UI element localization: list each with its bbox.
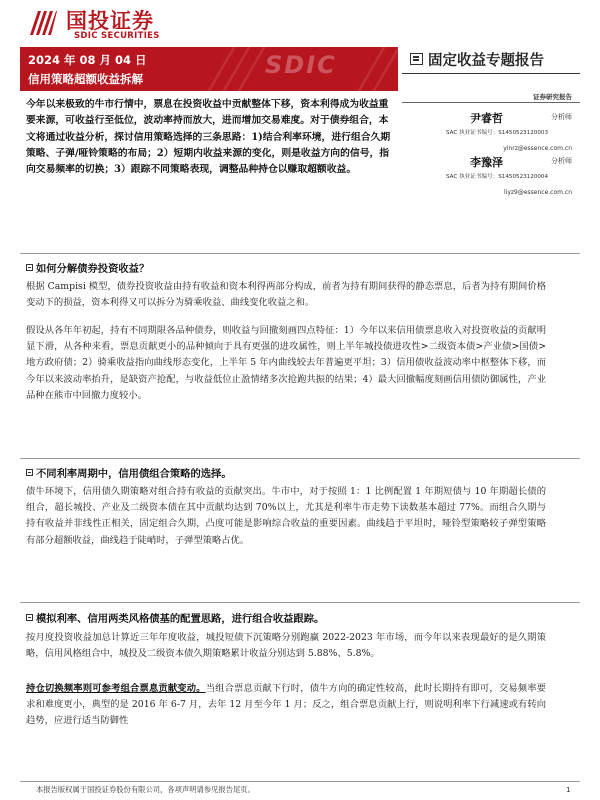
logo-mark-icon bbox=[28, 7, 58, 37]
section-divider bbox=[20, 602, 580, 603]
highlight-continuation: 当组合票息贡献下行时，债牛方向的确定性较高，此时长期持有即可，交易频率要求和难度更小，典型的是 2016 年 6-7 月，去年 12 月至今年 1 月；反之，组合票息贡献上行，则说明利率下行减速或有转向趋势，应进行适当防御性 bbox=[26, 683, 546, 727]
logo-text-en: SDIC SECURITIES bbox=[74, 31, 160, 41]
footer-disclaimer: 本报告版权属于国投证券股份有限公司，各项声明请参见报告尾页。 bbox=[36, 785, 255, 794]
section-bullet-icon bbox=[26, 614, 33, 621]
analyst-name: 李豫泽 bbox=[470, 156, 503, 169]
research-dept-label: 证券研究报告 bbox=[533, 93, 572, 101]
sidebar-top-rule bbox=[402, 73, 580, 74]
page-number: 1 bbox=[566, 785, 571, 794]
body-paragraph bbox=[26, 681, 546, 730]
body-paragraph: 假设从各年年初起，持有不同期限各品种债券，则收益与回撤刻画四点特征：1）今年以来信用债票息收入对投资收益的贡献明显下滑，从各种来看，票息贡献更小的品种倾向于具有更强的进攻属性，则上半年城投债进攻性>二级资本债>产业债>国债>地方政府债；2）骑乘收益指向曲线形态变化，上半年 5 年内曲线较去年普遍更平坦；3）信用债收益波动率中枢整体下移，而今年以来波动率抬升，是缺资产抢配，与收益低位止盈情绪多次抢跑共振的结果；4）最大回撤幅度刻画信用债防御属性，产业品种在熊市中回撤力度较小。 bbox=[26, 325, 546, 401]
analyst-cert: SAC 执业证书编号：S1450523120003 bbox=[446, 130, 549, 136]
company-logo bbox=[20, 4, 220, 44]
analyst-card bbox=[402, 154, 580, 210]
report-banner bbox=[20, 47, 398, 91]
report-date: 2024 年 08 月 04 日 bbox=[28, 53, 147, 67]
sidebar-rule bbox=[402, 102, 580, 103]
section-divider bbox=[20, 458, 580, 459]
report-abstract: 今年以来极致的牛市行情中，票息在投资收益中贡献整体下移，资本利得成为收益重要来源，可收益行至低位，波动率持而放大，进而增加交易难度。对于债券组合，本文将通过收益分析，探讨信用策略选择的三条思路：1)结合利率环境，进行组合久期策略、子弹/哑铃策略的布局；2）短期内收益来源的变化，则是收益方向的信号，指向交易频率的切换；3）跟踪不同策略表现，调整品种持仓以赚取超额收益。 bbox=[26, 99, 391, 176]
report-type-icon bbox=[410, 53, 423, 65]
section-heading: 如何分解债券投资收益？ bbox=[26, 260, 149, 275]
section-heading: 模拟利率、信用两类风格债基的配置思路，进行组合收益跟踪。 bbox=[26, 610, 324, 625]
report-type-header bbox=[402, 47, 580, 72]
report-title: 信用策略超额收益拆解 bbox=[28, 72, 143, 86]
section-divider bbox=[20, 253, 580, 254]
highlighted-lead: 持仓切换频率则可参考组合票息贡献变动。 bbox=[26, 683, 206, 694]
section-heading: 不同利率周期中，信用债组合策略的选择。 bbox=[26, 465, 232, 480]
logo-text-cn: 国投证券 bbox=[66, 9, 154, 33]
analyst-role: 分析师 bbox=[551, 113, 572, 121]
section-bullet-icon bbox=[26, 264, 33, 271]
analyst-name: 尹睿哲 bbox=[470, 112, 503, 125]
body-paragraph: 按月度投资收益加总计算近三年年度收益，城投短债下沉策略分别跑赢 2022-2023 年市场，而今年以来表现最好的是久期策略，信用风格组合中，城投及二级资本债久期策略累计收益分别达到 5.88%、5.8%。 bbox=[26, 632, 546, 660]
footer-rule bbox=[20, 781, 580, 782]
analyst-email[interactable]: yinrz@essence.com.cn bbox=[503, 145, 572, 152]
analyst-role: 分析师 bbox=[551, 157, 572, 165]
analyst-email[interactable]: liyz9@essence.com.cn bbox=[503, 189, 572, 196]
analyst-cert: SAC 执业证书编号：S1450523120004 bbox=[446, 174, 549, 180]
body-paragraph: 债牛环境下，信用债久期策略对组合持有收益的贡献突出。牛市中，对于按照 1：1 比例配置 1 年期短债与 10 年期超长债的组合，超长城投、产业及二级资本债在其中贡献均达到 70%以上，尤其是利率牛市走势下读数基本超过 77%。而组合久期与持有收益并非线性正相关，固定组合久期，凸度可能是影响综合收益的重要因素。曲线趋于平坦时，哑铃型策略较子弹型策略有部分超额收益，曲线趋于陡峭时，子弹型策略占优。 bbox=[26, 486, 546, 546]
section-bullet-icon bbox=[26, 469, 33, 476]
body-paragraph: 根据 Campisi 模型，债券投资收益由持有收益和资本利得两部分构成，前者为持有期间获得的静态票息，后者为持有期间价格变动下的损益，资本利得又可以拆分为骑乘收益、曲线变化收益之和。 bbox=[26, 281, 546, 309]
banner-watermark: SDIC bbox=[265, 51, 337, 79]
report-type-label: 固定收益专题报告 bbox=[428, 53, 544, 69]
